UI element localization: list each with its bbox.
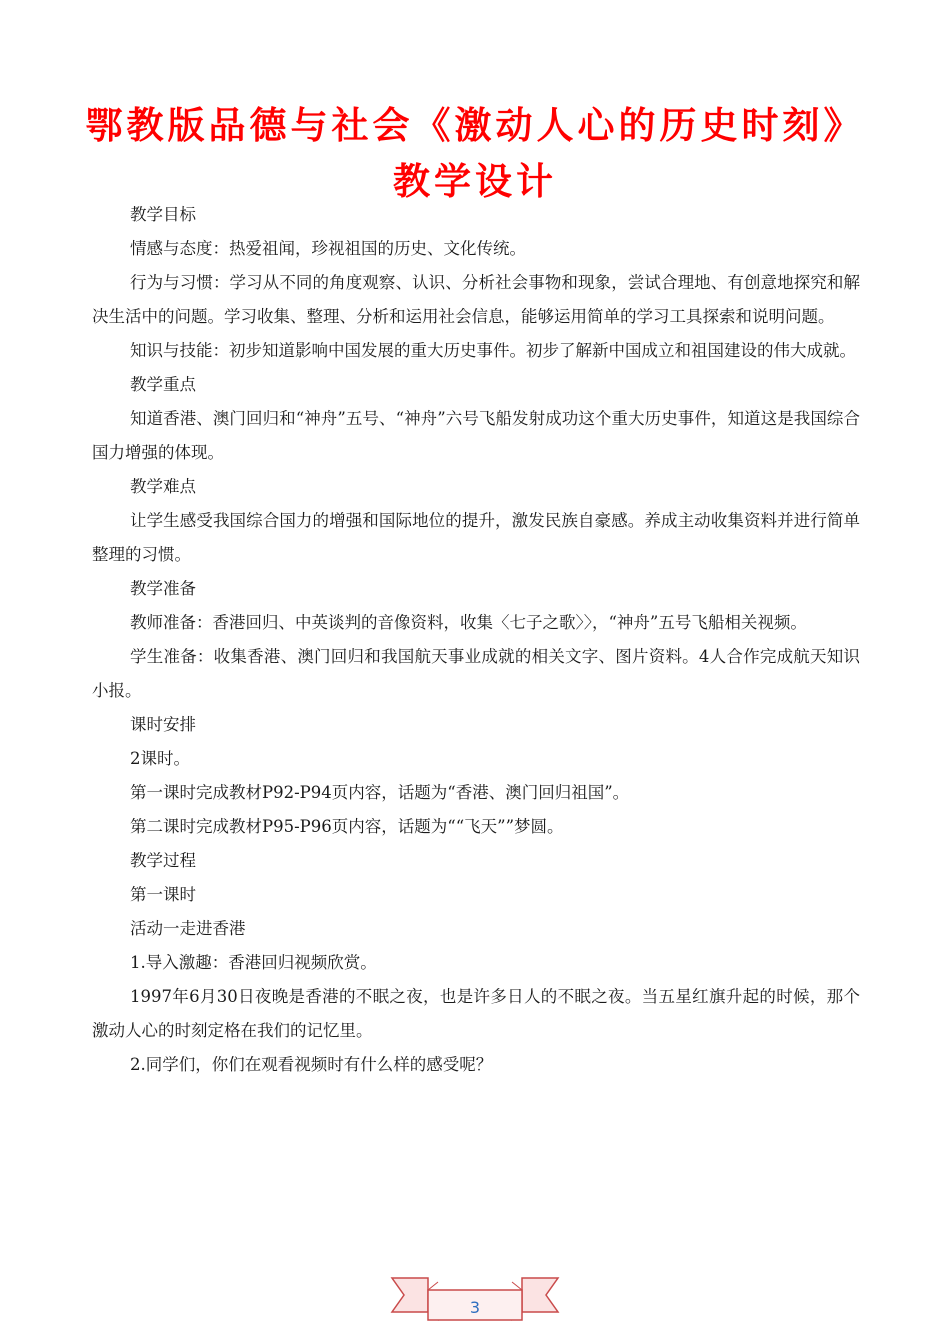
paragraph: 行为与习惯：学习从不同的角度观察、认识、分析社会事物和现象，尝试合理地、有创意地探究和解决生活中的问题。学习收集、整理、分析和运用社会信息，能够运用简单的学习工具探索和说明问题。: [92, 273, 860, 326]
paragraph: 课时安排: [130, 715, 196, 734]
paragraph: 教学难点: [130, 477, 196, 496]
paragraph: 2课时。: [130, 749, 190, 768]
paragraph: 学生准备：收集香港、澳门回归和我国航天事业成就的相关文字、图片资料。4人合作完成航天知识小报。: [92, 647, 860, 700]
paragraph: 情感与态度：热爱祖闻，珍视祖国的历史、文化传统。: [130, 239, 526, 258]
paragraph: 让学生感受我国综合国力的增强和国际地位的提升，激发民族自豪感。养成主动收集资料并进行简单整理的习惯。: [92, 511, 860, 564]
paragraph: 知道香港、澳门回归和“神舟”五号、“神舟”六号飞船发射成功这个重大历史事件，知道这是我国综合国力增强的体现。: [92, 409, 860, 462]
page-number: 3: [469, 1298, 481, 1317]
paragraph: 1.导入激趣：香港回归视频欣赏。: [130, 953, 377, 972]
paragraph: 知识与技能：初步知道影响中国发展的重大历史事件。初步了解新中国成立和祖国建设的伟大成就。: [130, 341, 856, 360]
paragraph: 活动一走进香港: [130, 919, 246, 938]
document-body: [92, 198, 860, 1082]
paragraph: 教师准备：香港回归、中英谈判的音像资料，收集〈七子之歌〉〉，“神舟”五号飞船相关视频。: [130, 613, 807, 632]
paragraph: 教学重点: [130, 375, 196, 394]
paragraph: 1997年6月30日夜晚是香港的不眠之夜，也是许多日人的不眠之夜。当五星红旗升起的时候，那个激动人心的时刻定格在我们的记忆里。: [92, 987, 860, 1040]
document-title: 鄂教版品德与社会《激动人心的历史时刻》教学设计: [85, 104, 865, 203]
paragraph: 第一课时: [130, 885, 196, 904]
paragraph: 第一课时完成教材P92-P94页内容，话题为“香港、澳门回归祖国”。: [130, 783, 630, 802]
paragraph: 2.同学们，你们在观看视频时有什么样的感受呢？: [130, 1055, 493, 1074]
paragraph: 教学目标: [130, 205, 196, 224]
page-footer: [380, 1268, 570, 1332]
paragraph: 教学过程: [130, 851, 196, 870]
paragraph: 教学准备: [130, 579, 196, 598]
paragraph: 第二课时完成教材P95-P96页内容，话题为““飞天””梦圆。: [130, 817, 564, 836]
